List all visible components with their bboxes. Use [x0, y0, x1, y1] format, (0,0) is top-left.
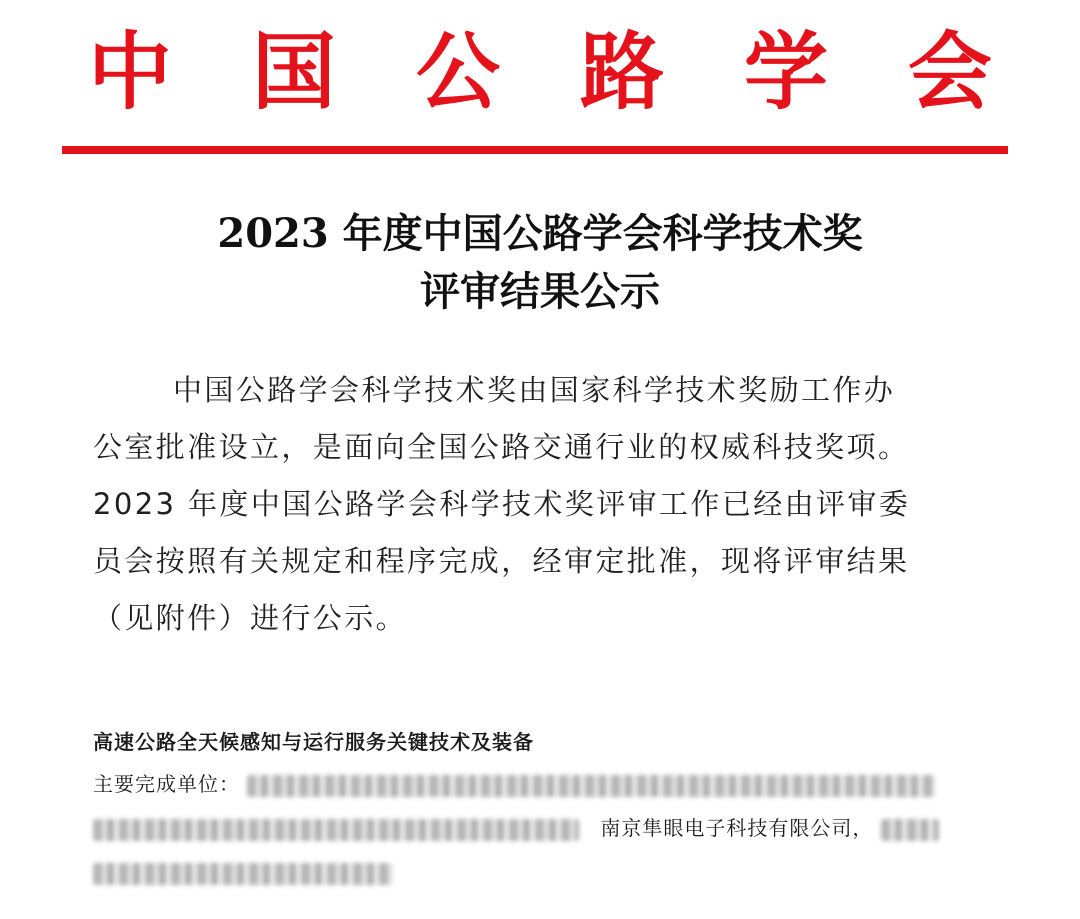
- project-title: 高速公路全天候感知与运行服务关键技术及装备: [93, 730, 534, 754]
- document-title-line1: 2023 年度中国公路学会科学技术奖: [217, 210, 863, 257]
- letterhead-char: 公: [415, 23, 500, 121]
- body-line: 公室批准设立，是面向全国公路交通行业的权威科技奖项。: [93, 430, 910, 464]
- letterhead-char: 学: [743, 23, 828, 121]
- document-title: [0, 205, 1080, 321]
- redacted-text: [247, 775, 935, 797]
- letterhead-char: 会: [907, 23, 992, 121]
- letterhead-char: 中: [88, 23, 173, 121]
- letterhead-org-name: [88, 22, 992, 122]
- visible-unit-name: 南京隼眼电子科技有限公司，: [600, 816, 874, 840]
- units-row-2: [93, 806, 993, 850]
- body-line: 员会按照有关规定和程序完成，经审定批准，现将评审结果: [93, 544, 910, 578]
- units-label: 主要完成单位：: [93, 772, 240, 796]
- letterhead-char: 路: [579, 23, 664, 121]
- body-line: 中国公路学会科学技术奖由国家科学技术奖励工作办: [173, 373, 896, 407]
- redacted-text: [881, 819, 939, 841]
- document-title-line2: 评审结果公示: [420, 268, 660, 315]
- body-line: （见附件）进行公示。: [93, 601, 408, 635]
- units-row-3: [93, 850, 993, 894]
- letterhead-divider: [62, 146, 1008, 154]
- letterhead-char: 国: [251, 23, 336, 121]
- announcement-body: [93, 362, 983, 647]
- redacted-text: [93, 819, 579, 841]
- redacted-text: [93, 863, 393, 885]
- body-line: 2023 年度中国公路学会科学技术奖评审工作已经由评审委: [93, 487, 911, 521]
- letterhead: [0, 22, 1080, 122]
- units-row-1: [93, 762, 993, 806]
- award-project-entry: [93, 722, 993, 894]
